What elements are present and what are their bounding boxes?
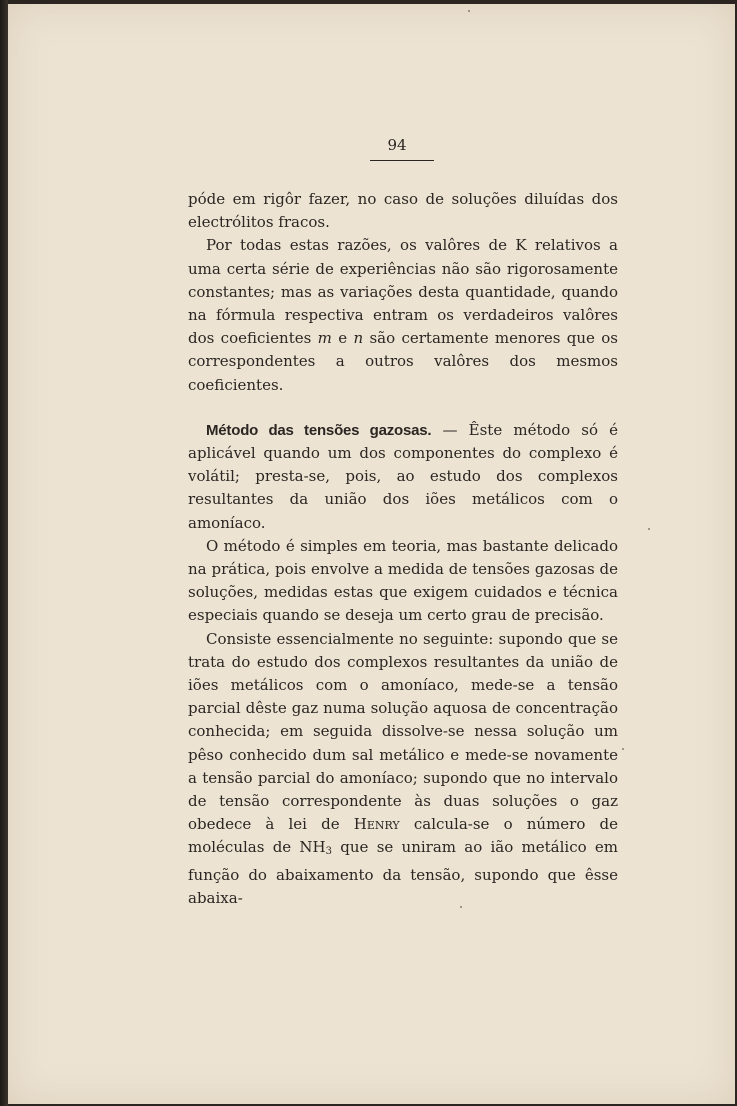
paragraph-4: O método é simples em teoria, mas bastante delicado na prática, pois envolve a medida de tensões gazosas de soluções, medidas estas que exigem cuidados e técnica especiais quando se deseja um certo grau de precisão. [188,536,618,625]
body-text [188,188,618,910]
paper-speck [622,748,624,750]
paper-speck [468,10,470,12]
author-name-henry: Henry [353,815,400,834]
paper-speck [460,906,462,908]
book-binding-edge [0,0,8,1106]
variable-n: n [353,329,364,348]
variable-m: m [317,329,332,348]
paragraph-1: póde em rigôr fazer, no caso de soluções diluídas dos electrólitos fracos. [188,190,618,232]
section-heading: Método das tensões gazosas. [206,421,432,439]
paragraph-5: Consiste essencialmente no seguinte: supondo que se trata do estudo dos complexos resultantes da união de iões metálicos com o amoníaco, mede-se a tensão parcial dêste gaz numa solução aquosa de concentração conhecida; em seguida dissolve-se nessa solução um pêso conhecido dum sal metálico e mede-se novamente a tensão parcial do amoníaco; supondo que no intervalo de tensão correspondente às duas soluções o gaz obedece à lei de Henry calcula-se o número de moléculas de $NH_3$ que se uniram ao ião metálico em função do abaixamento da tensão, supondo que êsse abaixa- [188,629,619,907]
subscript-3: 3 [325,846,333,858]
paper-speck [648,528,650,530]
paragraph-3: Método das tensões gazosas. — Êste método só é aplicável quando um dos componentes do complexo é volátil; presta-se, pois, ao estudo dos complexos resultantes da união dos iões metálicos com o amoníaco. [188,420,618,532]
page-number: 94 [387,136,407,154]
paragraph-2: Por todas estas razões, os valôres de K relativos a uma certa série de experiências não são rigorosamente constantes; mas as variações desta quantidade, quando na fórmula respectiva entram os verdadeiros valôres dos coeficientes m e n são certamente menores que os correspondentes a outros valôres dos mesmos coeficientes. [188,236,618,394]
page-number-rule [370,160,434,161]
